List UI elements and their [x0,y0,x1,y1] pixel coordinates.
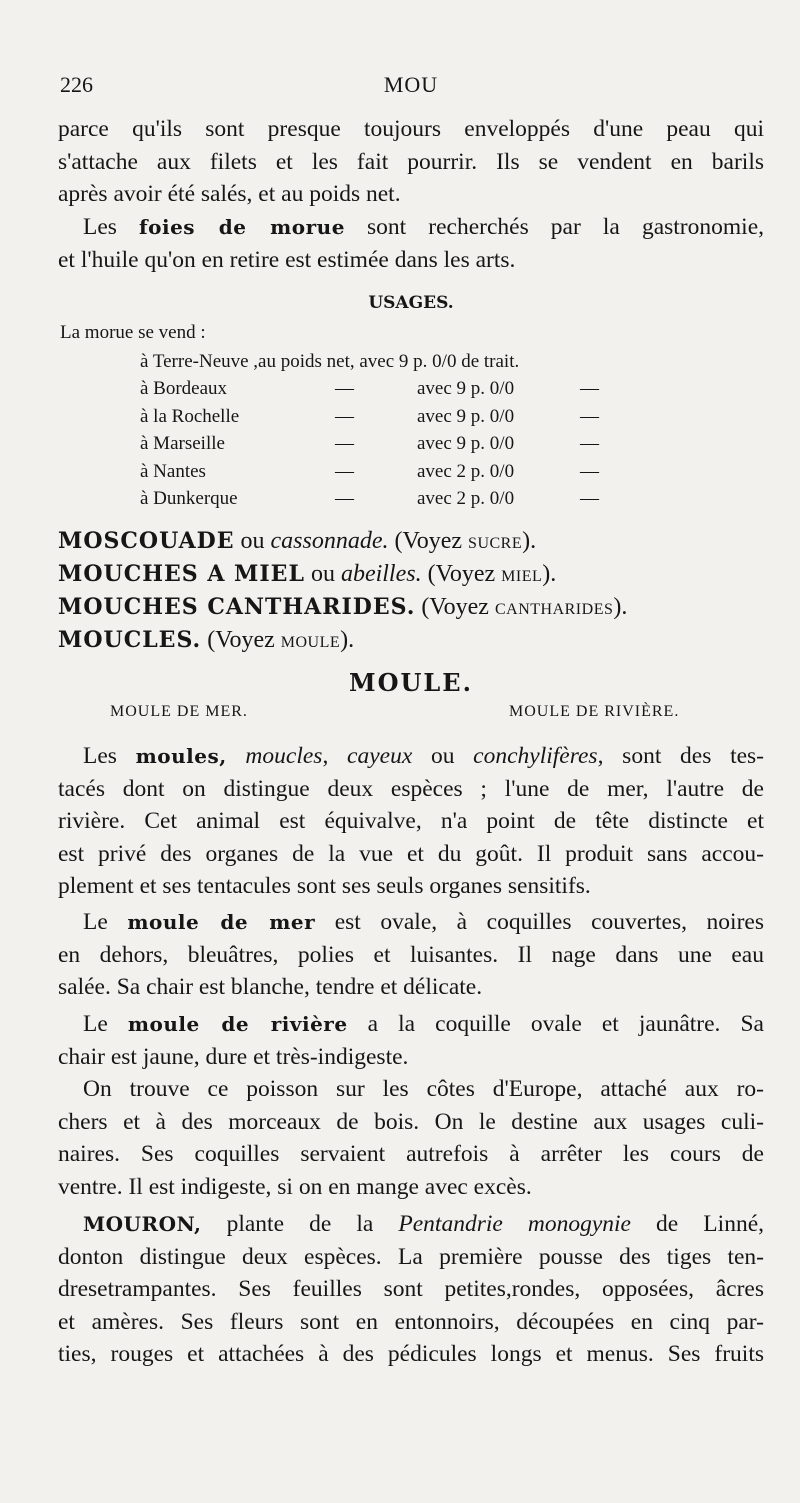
table-row: à Marseille — avec 9 p. 0/0 — [140,433,599,454]
headword: moules, [135,744,227,768]
text-line: ties, rouges et attachées à des pédicules longs et menus. Ses fruits [58,1341,764,1368]
text-line: est privé des organes de la vue et du goût. Il produit sans accou- [58,840,764,867]
headword: MOSCOUADE [58,528,235,554]
text-line: MOURON, plante de la Pentandrie monogynie de Linné, [83,1211,765,1237]
intro-paragraph [58,113,764,211]
text-line: On trouve ce poisson sur les côtes d'Europe, attaché aux ro- [83,1076,764,1102]
running-head: MOU [383,72,439,97]
cross-reference-link[interactable]: MOULE [280,634,341,651]
text-line: parce qu'ils sont presque toujours enveloppés d'une peau qui [58,116,764,142]
text-line: chair est jaune, dure et très-indigeste. [58,1043,409,1070]
headword: MOURON, [83,1212,202,1236]
text-line: Le moule de mer est ovale, à coquilles couvertes, noires [83,909,764,935]
text-line: Les moules, moucles, cayeux ou conchylifères, sont des tes- [83,743,765,769]
cross-reference-link[interactable]: SUCRE [468,535,523,552]
text-line: salée. Sa chair est blanche, tendre et délicate. [58,974,483,1001]
text-line: ventre. Il est indigeste, si on en mange avec excès. [58,1173,532,1200]
text-line: Les foies de morue sont recherchés par la gastronomie, [83,214,764,240]
entry-mouches-cantharides: MOUCHES CANTHARIDES. (Voyez CANTHARIDES). [58,594,628,620]
table-row: à Nantes — avec 2 p. 0/0 — [140,461,599,482]
text-line: rivière. Cet animal est équivalve, n'a point de tête distincte et [58,808,764,835]
text-line: dresetrampantes. Ses feuilles sont petites,rondes, opposées, âcres [58,1276,764,1303]
text-line: s'attache aux filets et les fait pourrir. Ils se vendent en barils [58,148,764,175]
cross-reference-link[interactable]: MIEL [501,568,543,585]
text-line: plement et ses tentacules sont ses seuls organes sensitifs. [58,873,591,900]
usages-heading: USAGES. [368,293,454,313]
headword: MOUCHES A MIEL [58,561,305,587]
table-row: à Dunkerque — avec 2 p. 0/0 — [140,488,599,509]
text-line: et l'huile qu'on en retire est estimée dans les arts. [58,246,516,273]
table-row: à la Rochelle — avec 9 p. 0/0 — [140,406,599,427]
text-line: chers et à des morceaux de bois. On le destine aux usages culi- [58,1108,764,1135]
moule-paragraph-4 [58,1073,764,1203]
mouron-paragraph [58,1208,764,1371]
headword: MOUCHES CANTHARIDES. [58,594,416,620]
subheading-moule-de-riviere: MOULE DE RIVIÈRE. [509,703,680,720]
entry-title-moule: MOULE. [349,668,473,697]
entry-moscouade: MOSCOUADE ou cassonnade. (Voyez SUCRE). [58,528,537,554]
usages-lead-row [58,322,764,348]
subheading-moule-de-mer: MOULE DE MER. [110,703,248,720]
page-header [58,72,764,106]
headword: MOUCLES. [58,627,202,653]
entry-mouches-a-miel: MOUCHES A MIEL ou abeilles. (Voyez MIEL). [58,561,557,587]
usages-lead: La morue se vend : [60,322,206,343]
headword: moule de rivière [127,1012,348,1036]
headword: moule de mer [127,910,316,934]
headword: foies de morue [139,215,345,239]
moule-paragraph-2 [58,906,764,1004]
text-line: après avoir été salés, et au poids net. [58,181,401,208]
table-row [58,351,764,377]
text-line: Le moule de rivière a la coquille ovale et jaunâtre. Sa [83,1011,764,1037]
page-number: 226 [60,72,93,97]
entry-moucles: MOUCLES. (Voyez MOULE). [58,627,355,653]
cross-reference-link[interactable]: CANTHARIDES [494,601,614,618]
foies-paragraph [58,211,764,276]
text-line: donton distingue deux espèces. La première pousse des tiges ten- [58,1243,764,1270]
row-text: à Terre-Neuve ,au poids net, avec 9 p. 0/0 de trait. [140,351,520,372]
text-line: tacés dont on distingue deux espèces ; l'une de mer, l'autre de [58,775,764,802]
moule-paragraph-1 [58,740,764,903]
moule-paragraph-3 [58,1008,764,1073]
text-line: et amères. Ses fleurs sont en entonnoirs, découpées en cinq par- [58,1308,764,1335]
table-row: à Bordeaux — avec 9 p. 0/0 — [140,378,599,399]
text-line: en dehors, bleuâtres, polies et luisantes. Il nage dans une eau [58,941,764,968]
text-line: naires. Ses coquilles servaient autrefois à arrêter les cours de [58,1141,764,1168]
